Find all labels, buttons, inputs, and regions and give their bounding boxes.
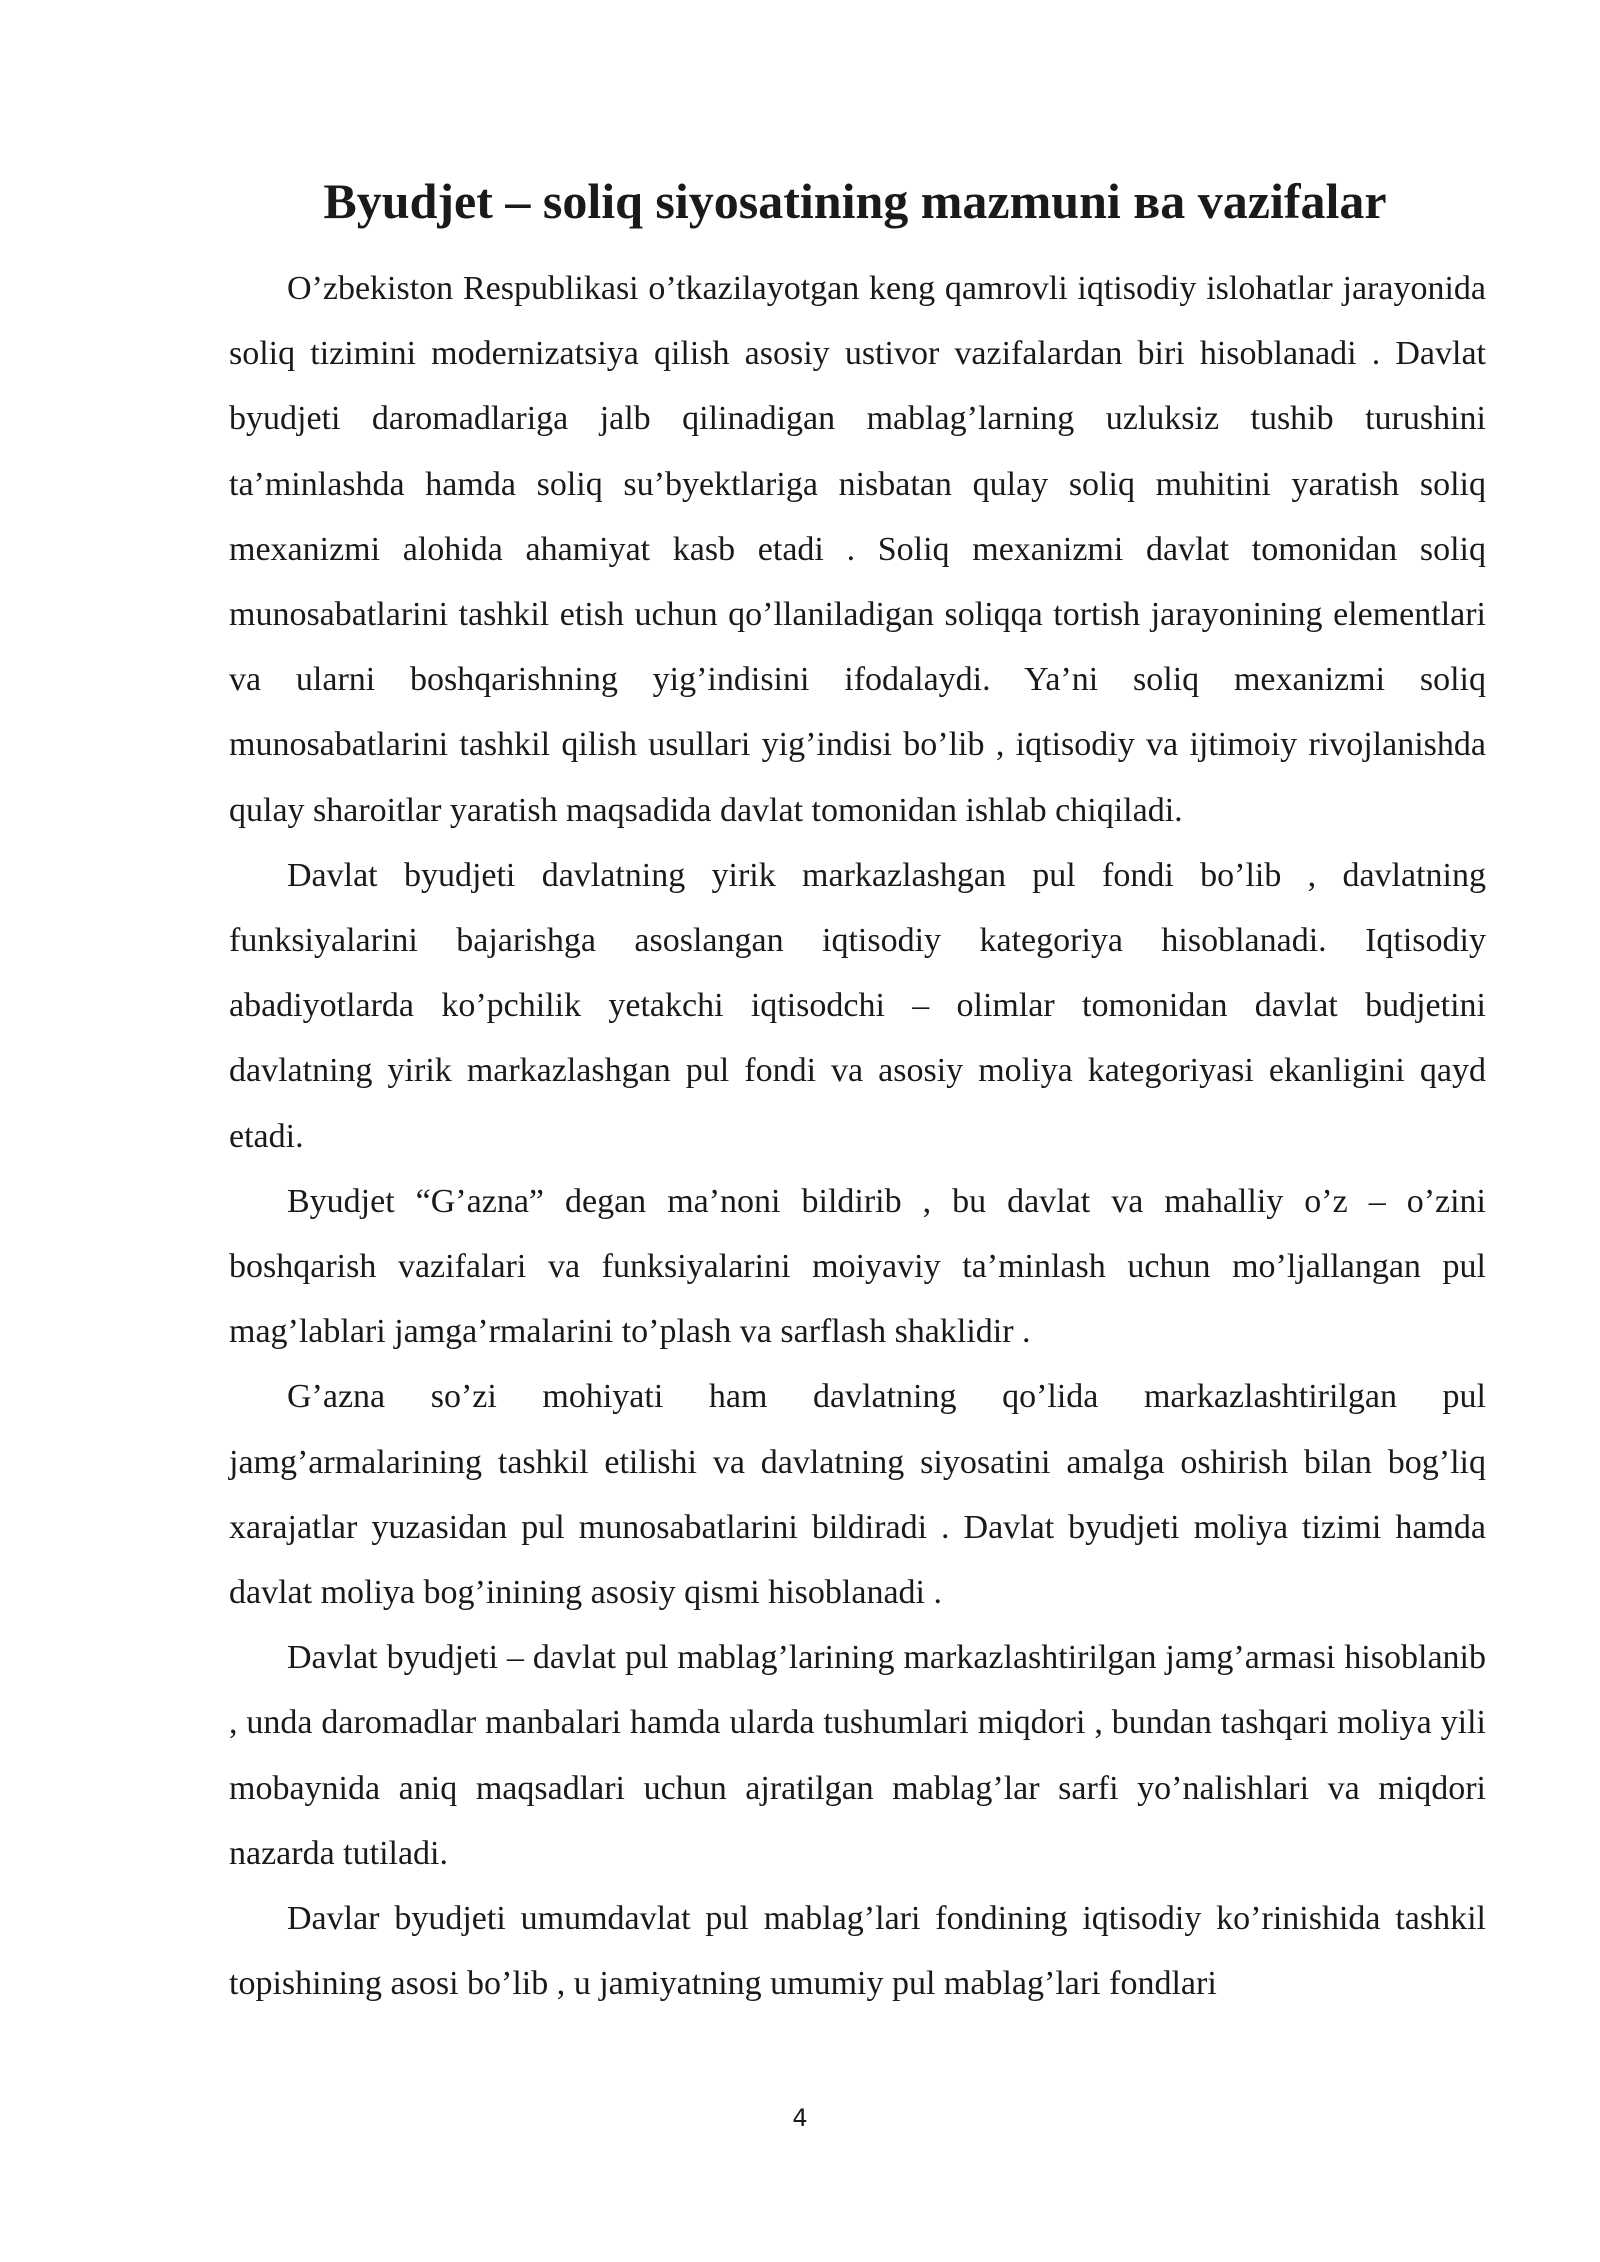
paragraph-2: Davlat byudjeti davlatning yirik markazlashgan pul fondi bo’lib , davlatning funksiyalarini bajarishga asoslangan iqtisodiy kategoriya hisoblanadi. Iqtisodiy abadiyotlarda ko’pchilik yetakchi iqtisodchi – olimlar tomonidan davlat budjetini davlatning yirik markazlashgan pul fondi va asosiy moliya kategoriyasi ekanligini qayd etadi. [229,856,1486,1155]
paragraph-4: G’azna so’zi mohiyati ham davlatning qo’lida markazlashtirilgan pul jamg’armalarining tashkil etilishi va davlatning siyosatini amalga oshirish bilan bog’liq xarajatlar yuzasidan pul munosabatlarini bildiradi . Davlat byudjeti moliya tizimi hamda davlat moliya bog’inining asosiy qismi hisoblanadi . [229,1378,1486,1612]
paragraph-1: O’zbekiston Respublikasi o’tkazilayotgan keng qamrovli iqtisodiy islohatlar jarayonida soliq tizimini modernizatsiya qilish asosiy ustivor vazifalardan biri hisoblanadi . Davlat byudjeti daromadlariga jalb qilinadigan mablag’larning uzluksiz tushib turushini ta’minlashda hamda soliq su’byektlariga nisbatan qulay soliq muhitini yaratish soliq mexanizmi alohida ahamiyat kasb etadi . Soliq mexanizmi davlat tomonidan soliq munosabatlarini tashkil etish uchun qo’llaniladigan soliqqa tortish jarayonining elementlari va ularni boshqarishning yig’indisini ifodalaydi. Ya’ni soliq mexanizmi soliq munosabatlarini tashkil qilish usullari yig’indisi bo’lib , iqtisodiy va ijtimoiy rivojlanishda qulay sharoitlar yaratish maqsadida davlat tomonidan ishlab chiqiladi. [229,270,1486,829]
page-number: 4 [792,2104,808,2132]
paragraph-6: Davlar byudjeti umumdavlat pul mablag’lari fondining iqtisodiy ko’rinishida tashkil topishining asosi bo’lib , u jamiyatning umumiy pul mablag’lari fondlari [229,1900,1486,2003]
page-title: Byudjet – soliq siyosatining mazmuni ва vazifalar [323,173,1387,229]
paragraph-5: Davlat byudjeti – davlat pul mablag’larining markazlashtirilgan jamg’armasi hisoblanib , unda daromadlar manbalari hamda ularda tushumlari miqdori , bundan tashqari moliya yili mobaynida aniq maqsadlari uchun ajratilgan mablag’lar sarfi yo’nalishlari va miqdori nazarda tutiladi. [229,1639,1486,1872]
body-text [229,256,1486,2016]
paragraph-3: Byudjet “G’azna” degan ma’noni bildirib , bu davlat va mahalliy o’z – o’zini boshqarish vazifalari va funksiyalarini moiyaviy ta’minlash uchun mo’ljallangan pul mag’lablari jamga’rmalarini to’plash va sarflash shaklidir . [229,1182,1486,1351]
